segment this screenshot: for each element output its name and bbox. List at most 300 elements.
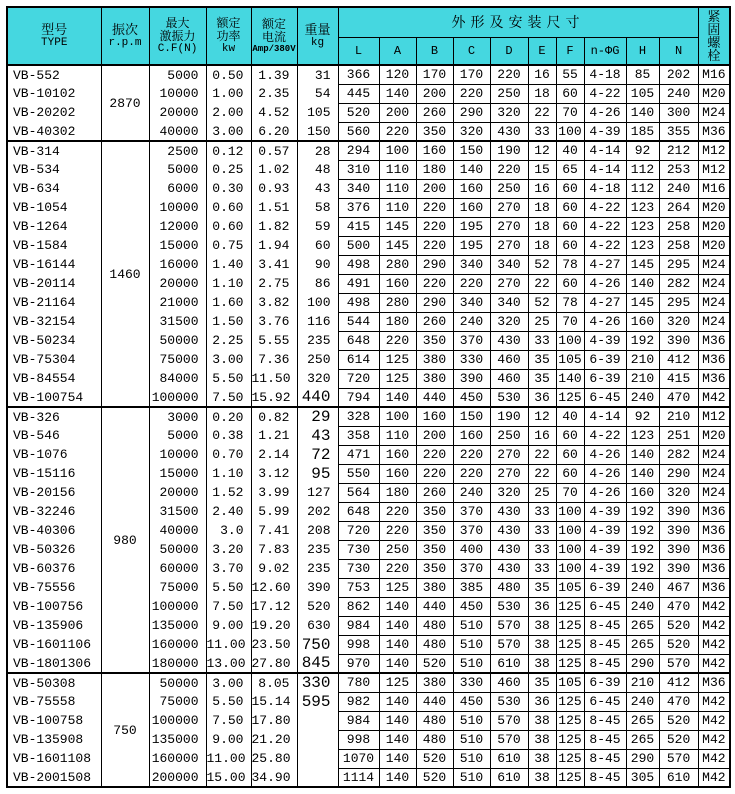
dim-cell-b: 480 [416, 730, 453, 749]
dim-cell-l: 366 [338, 65, 379, 84]
dim-cell-b: 290 [416, 255, 453, 274]
dim-cell-b: 480 [416, 616, 453, 635]
dim-cell-e: 33 [528, 502, 556, 521]
power-cell: 3.70 [206, 559, 251, 578]
dim-cell-l: 491 [338, 274, 379, 293]
dim-cell-nphig: 4-26 [584, 103, 626, 122]
dim-cell-n: 570 [659, 749, 698, 768]
model-cell: VB-1264 [7, 217, 101, 236]
dim-cell-e: 52 [528, 293, 556, 312]
force-cell: 20000 [149, 103, 206, 122]
force-cell: 100000 [149, 711, 206, 730]
dim-cell-c: 510 [453, 768, 490, 787]
dim-cell-e: 33 [528, 122, 556, 141]
dim-cell-b: 480 [416, 711, 453, 730]
dim-cell-nphig: 8-45 [584, 749, 626, 768]
dim-cell-h: 192 [626, 559, 659, 578]
dim-cell-c: 160 [453, 426, 490, 445]
dim-cell-c: 240 [453, 312, 490, 331]
header-weight [297, 7, 338, 65]
dim-cell-d: 460 [490, 673, 528, 692]
dim-cell-a: 220 [379, 122, 416, 141]
force-cell: 160000 [149, 635, 206, 654]
dim-cell-a: 110 [379, 426, 416, 445]
power-cell: 0.20 [206, 407, 251, 426]
bolt-cell: M42 [698, 388, 730, 407]
dim-cell-d: 340 [490, 255, 528, 274]
dim-cell-b: 160 [416, 407, 453, 426]
dim-cell-h: 123 [626, 236, 659, 255]
table-header [7, 7, 730, 65]
dim-cell-n: 258 [659, 217, 698, 236]
bolt-cell: M36 [698, 521, 730, 540]
dim-cell-n: 412 [659, 673, 698, 692]
dim-cell-nphig: 4-26 [584, 445, 626, 464]
force-cell: 10000 [149, 84, 206, 103]
dim-cell-a: 120 [379, 65, 416, 84]
model-cell: VB-1601106 [7, 635, 101, 654]
power-cell: 0.12 [206, 141, 251, 160]
dim-cell-h: 240 [626, 597, 659, 616]
table-row [7, 141, 730, 160]
dim-cell-n: 610 [659, 768, 698, 787]
dim-cell-f: 78 [556, 255, 584, 274]
model-cell: VB-16144 [7, 255, 101, 274]
dim-cell-e: 15 [528, 160, 556, 179]
dim-cell-f: 70 [556, 312, 584, 331]
dim-cell-a: 180 [379, 483, 416, 502]
power-cell: 9.00 [206, 616, 251, 635]
dim-cell-c: 170 [453, 65, 490, 84]
dim-cell-e: 33 [528, 521, 556, 540]
dim-cell-nphig: 4-26 [584, 312, 626, 331]
dim-cell-d: 430 [490, 559, 528, 578]
bolt-cell: M42 [698, 616, 730, 635]
dim-cell-a: 145 [379, 236, 416, 255]
dim-cell-n: 355 [659, 122, 698, 141]
dim-cell-n: 202 [659, 65, 698, 84]
dim-cell-h: 92 [626, 141, 659, 160]
dim-cell-c: 370 [453, 502, 490, 521]
force-cell: 160000 [149, 749, 206, 768]
dim-cell-l: 294 [338, 141, 379, 160]
header-dim-d: D [490, 37, 528, 65]
dim-cell-a: 100 [379, 407, 416, 426]
dim-cell-n: 390 [659, 521, 698, 540]
dim-cell-c: 510 [453, 711, 490, 730]
dim-cell-l: 648 [338, 331, 379, 350]
weight-cell: 86 [297, 274, 338, 293]
dim-cell-b: 350 [416, 331, 453, 350]
dim-cell-a: 160 [379, 464, 416, 483]
bolt-cell: M36 [698, 350, 730, 369]
dim-cell-h: 210 [626, 673, 659, 692]
dim-cell-a: 140 [379, 597, 416, 616]
weight-cell: 235 [297, 540, 338, 559]
weight-cell: 59 [297, 217, 338, 236]
model-cell: VB-1076 [7, 445, 101, 464]
dim-cell-d: 270 [490, 217, 528, 236]
force-cell: 75000 [149, 350, 206, 369]
dim-cell-c: 370 [453, 331, 490, 350]
power-cell: 0.38 [206, 426, 251, 445]
dim-cell-nphig: 8-45 [584, 616, 626, 635]
dim-cell-nphig: 4-22 [584, 426, 626, 445]
dim-cell-e: 33 [528, 559, 556, 578]
dim-cell-h: 240 [626, 578, 659, 597]
dim-cell-b: 440 [416, 388, 453, 407]
bolt-cell: M42 [698, 749, 730, 768]
dim-cell-h: 85 [626, 65, 659, 84]
dim-cell-nphig: 6-39 [584, 369, 626, 388]
dim-cell-b: 520 [416, 654, 453, 673]
weight-cell: 845 [297, 654, 338, 673]
power-cell: 1.00 [206, 84, 251, 103]
dim-cell-f: 60 [556, 84, 584, 103]
dim-cell-e: 22 [528, 445, 556, 464]
model-cell: VB-50308 [7, 673, 101, 692]
dim-cell-d: 320 [490, 483, 528, 502]
dim-cell-l: 780 [338, 673, 379, 692]
dim-cell-a: 140 [379, 635, 416, 654]
dim-cell-nphig: 4-22 [584, 236, 626, 255]
dim-cell-h: 265 [626, 616, 659, 635]
bolt-cell: M20 [698, 84, 730, 103]
dim-cell-f: 100 [556, 540, 584, 559]
power-cell: 3.00 [206, 673, 251, 692]
dim-cell-e: 35 [528, 673, 556, 692]
current-cell: 17.80 [251, 711, 297, 730]
force-cell: 84000 [149, 369, 206, 388]
header-bolt-char: 固 [707, 22, 721, 37]
dim-cell-h: 290 [626, 654, 659, 673]
power-cell: 2.00 [206, 103, 251, 122]
dim-cell-b: 350 [416, 122, 453, 141]
header-current [251, 7, 297, 65]
model-cell: VB-75556 [7, 578, 101, 597]
current-cell: 7.36 [251, 350, 297, 369]
model-cell: VB-50234 [7, 331, 101, 350]
dim-cell-d: 530 [490, 692, 528, 711]
dim-cell-nphig: 4-39 [584, 122, 626, 141]
dim-cell-h: 92 [626, 407, 659, 426]
dim-cell-f: 100 [556, 122, 584, 141]
model-cell: VB-546 [7, 426, 101, 445]
current-cell: 6.20 [251, 122, 297, 141]
dim-cell-l: 564 [338, 483, 379, 502]
force-cell: 31500 [149, 502, 206, 521]
weight-cell: 150 [297, 122, 338, 141]
table-row [7, 65, 730, 84]
dim-cell-b: 220 [416, 464, 453, 483]
header-power-en: kw [221, 43, 236, 55]
model-cell: VB-20114 [7, 274, 101, 293]
dim-cell-d: 320 [490, 103, 528, 122]
bolt-cell: M24 [698, 312, 730, 331]
dim-cell-b: 200 [416, 84, 453, 103]
bolt-cell: M16 [698, 65, 730, 84]
dim-cell-c: 220 [453, 274, 490, 293]
bolt-cell: M42 [698, 768, 730, 787]
force-cell: 20000 [149, 483, 206, 502]
dim-cell-d: 340 [490, 293, 528, 312]
dim-cell-c: 340 [453, 255, 490, 274]
dim-cell-l: 794 [338, 388, 379, 407]
dim-cell-f: 60 [556, 198, 584, 217]
dim-cell-nphig: 4-27 [584, 255, 626, 274]
dim-cell-f: 70 [556, 103, 584, 122]
dim-cell-n: 258 [659, 236, 698, 255]
current-cell: 3.82 [251, 293, 297, 312]
bolt-cell: M24 [698, 464, 730, 483]
dim-cell-e: 18 [528, 236, 556, 255]
dim-cell-a: 180 [379, 312, 416, 331]
dim-cell-nphig: 8-45 [584, 654, 626, 673]
dim-cell-e: 36 [528, 388, 556, 407]
dim-cell-c: 510 [453, 616, 490, 635]
power-cell: 15.00 [206, 768, 251, 787]
dim-cell-e: 16 [528, 179, 556, 198]
dim-cell-e: 36 [528, 692, 556, 711]
bolt-cell: M36 [698, 331, 730, 350]
dim-cell-d: 430 [490, 122, 528, 141]
dim-cell-b: 260 [416, 312, 453, 331]
dim-cell-l: 310 [338, 160, 379, 179]
dim-cell-h: 112 [626, 179, 659, 198]
dim-cell-h: 290 [626, 749, 659, 768]
power-cell: 2.40 [206, 502, 251, 521]
dim-cell-h: 140 [626, 464, 659, 483]
model-cell: VB-534 [7, 160, 101, 179]
dim-cell-a: 110 [379, 160, 416, 179]
dim-cell-c: 290 [453, 103, 490, 122]
dim-cell-n: 390 [659, 559, 698, 578]
force-cell: 6000 [149, 179, 206, 198]
dim-cell-c: 340 [453, 293, 490, 312]
dim-cell-l: 520 [338, 103, 379, 122]
force-cell: 100000 [149, 597, 206, 616]
dim-cell-d: 530 [490, 388, 528, 407]
model-cell: VB-60376 [7, 559, 101, 578]
dim-cell-e: 38 [528, 749, 556, 768]
header-dim-e: E [528, 37, 556, 65]
dim-cell-n: 520 [659, 711, 698, 730]
force-cell: 21000 [149, 293, 206, 312]
force-cell: 200000 [149, 768, 206, 787]
dim-cell-f: 60 [556, 426, 584, 445]
bolt-cell: M36 [698, 369, 730, 388]
header-weight-zh: 重量 [304, 22, 331, 37]
current-cell: 3.41 [251, 255, 297, 274]
dim-cell-a: 140 [379, 388, 416, 407]
dim-cell-c: 370 [453, 559, 490, 578]
dim-cell-b: 200 [416, 179, 453, 198]
dim-cell-h: 185 [626, 122, 659, 141]
dim-cell-f: 100 [556, 502, 584, 521]
header-current-zh1: 额定 [261, 17, 286, 31]
dim-cell-h: 192 [626, 540, 659, 559]
model-cell: VB-75558 [7, 692, 101, 711]
weight-cell: 105 [297, 103, 338, 122]
current-cell: 25.80 [251, 749, 297, 768]
bolt-cell: M24 [698, 274, 730, 293]
dim-cell-f: 125 [556, 597, 584, 616]
dim-cell-a: 125 [379, 673, 416, 692]
dim-cell-c: 150 [453, 141, 490, 160]
dim-cell-c: 510 [453, 654, 490, 673]
dim-cell-f: 65 [556, 160, 584, 179]
dim-cell-nphig: 6-39 [584, 578, 626, 597]
dim-cell-nphig: 8-45 [584, 768, 626, 787]
dim-cell-a: 140 [379, 654, 416, 673]
dim-cell-d: 270 [490, 445, 528, 464]
dim-cell-d: 270 [490, 274, 528, 293]
power-cell: 0.60 [206, 198, 251, 217]
table-row [7, 407, 730, 426]
dim-cell-a: 160 [379, 274, 416, 293]
dim-cell-d: 430 [490, 331, 528, 350]
dim-cell-b: 260 [416, 103, 453, 122]
dim-cell-n: 253 [659, 160, 698, 179]
dim-cell-a: 140 [379, 768, 416, 787]
dim-cell-b: 350 [416, 540, 453, 559]
header-bolt-char: 紧 [707, 9, 721, 24]
header-bolt [698, 7, 730, 65]
dim-cell-n: 412 [659, 350, 698, 369]
bolt-cell: M42 [698, 597, 730, 616]
dim-cell-b: 200 [416, 426, 453, 445]
header-weight-en: kg [310, 37, 325, 49]
weight-cell: 48 [297, 160, 338, 179]
bolt-cell: M24 [698, 445, 730, 464]
power-cell: 3.00 [206, 350, 251, 369]
dim-cell-f: 125 [556, 654, 584, 673]
dim-cell-c: 220 [453, 84, 490, 103]
model-cell: VB-2001508 [7, 768, 101, 787]
power-cell: 11.00 [206, 635, 251, 654]
dim-cell-l: 984 [338, 711, 379, 730]
dim-cell-e: 25 [528, 312, 556, 331]
dim-cell-f: 105 [556, 350, 584, 369]
dim-cell-l: 358 [338, 426, 379, 445]
dim-cell-e: 35 [528, 578, 556, 597]
spec-table [6, 6, 731, 788]
dim-cell-nphig: 4-14 [584, 160, 626, 179]
weight-cell: 235 [297, 331, 338, 350]
dim-cell-nphig: 4-18 [584, 65, 626, 84]
model-cell: VB-326 [7, 407, 101, 426]
dim-cell-f: 78 [556, 293, 584, 312]
bolt-cell: M42 [698, 711, 730, 730]
dim-cell-n: 570 [659, 654, 698, 673]
dim-cell-h: 105 [626, 84, 659, 103]
dim-cell-c: 240 [453, 483, 490, 502]
dim-cell-c: 390 [453, 369, 490, 388]
weight-cell: 750 [297, 635, 338, 654]
header-force-zh2: 激振力 [159, 29, 196, 43]
force-cell: 16000 [149, 255, 206, 274]
dim-cell-b: 480 [416, 635, 453, 654]
dim-cell-e: 22 [528, 103, 556, 122]
dim-cell-l: 982 [338, 692, 379, 711]
dim-cell-a: 280 [379, 255, 416, 274]
current-cell: 2.75 [251, 274, 297, 293]
dim-cell-b: 220 [416, 274, 453, 293]
header-dim-nphig: n-ΦG [584, 37, 626, 65]
weight-cell: 100 [297, 293, 338, 312]
header-current-en: Amp/380V [252, 44, 296, 54]
current-cell: 2.14 [251, 445, 297, 464]
dim-cell-n: 212 [659, 141, 698, 160]
current-cell: 19.20 [251, 616, 297, 635]
weight-cell: 31 [297, 65, 338, 84]
dim-cell-e: 18 [528, 84, 556, 103]
weight-cell: 208 [297, 521, 338, 540]
current-cell: 15.14 [251, 692, 297, 711]
dim-cell-d: 250 [490, 179, 528, 198]
model-cell: VB-1584 [7, 236, 101, 255]
dim-cell-d: 460 [490, 350, 528, 369]
dim-cell-h: 192 [626, 502, 659, 521]
current-cell: 34.90 [251, 768, 297, 787]
dim-cell-d: 460 [490, 369, 528, 388]
dim-cell-c: 370 [453, 521, 490, 540]
force-cell: 2500 [149, 141, 206, 160]
weight-cell: 116 [297, 312, 338, 331]
dim-cell-d: 220 [490, 160, 528, 179]
bolt-cell: M12 [698, 141, 730, 160]
dim-cell-d: 530 [490, 597, 528, 616]
dim-cell-l: 1114 [338, 768, 379, 787]
dim-cell-b: 170 [416, 65, 453, 84]
dim-cell-n: 295 [659, 255, 698, 274]
bolt-cell: M36 [698, 540, 730, 559]
dim-cell-e: 22 [528, 464, 556, 483]
dim-cell-a: 125 [379, 369, 416, 388]
force-cell: 12000 [149, 217, 206, 236]
dim-cell-n: 470 [659, 597, 698, 616]
dim-cell-n: 390 [659, 331, 698, 350]
dim-cell-h: 265 [626, 730, 659, 749]
dim-cell-l: 560 [338, 122, 379, 141]
force-cell: 180000 [149, 654, 206, 673]
dim-cell-nphig: 4-26 [584, 483, 626, 502]
bolt-cell: M12 [698, 407, 730, 426]
dim-cell-f: 55 [556, 65, 584, 84]
model-cell: VB-20202 [7, 103, 101, 122]
power-cell: 13.00 [206, 654, 251, 673]
dim-cell-b: 350 [416, 521, 453, 540]
model-cell: VB-1601108 [7, 749, 101, 768]
dim-cell-b: 440 [416, 597, 453, 616]
dim-cell-a: 145 [379, 217, 416, 236]
dim-cell-d: 570 [490, 635, 528, 654]
model-cell: VB-135906 [7, 616, 101, 635]
rpm-cell: 980 [101, 407, 149, 673]
dim-cell-e: 18 [528, 217, 556, 236]
weight-cell: 43 [297, 426, 338, 445]
dim-cell-d: 190 [490, 141, 528, 160]
dim-cell-nphig: 4-39 [584, 540, 626, 559]
header-current-zh2: 电流 [261, 30, 286, 44]
dim-cell-nphig: 4-39 [584, 521, 626, 540]
header-model-en: TYPE [41, 37, 68, 49]
dim-cell-d: 430 [490, 502, 528, 521]
bolt-cell: M36 [698, 502, 730, 521]
model-cell: VB-1801306 [7, 654, 101, 673]
model-cell: VB-100758 [7, 711, 101, 730]
dim-cell-f: 140 [556, 369, 584, 388]
